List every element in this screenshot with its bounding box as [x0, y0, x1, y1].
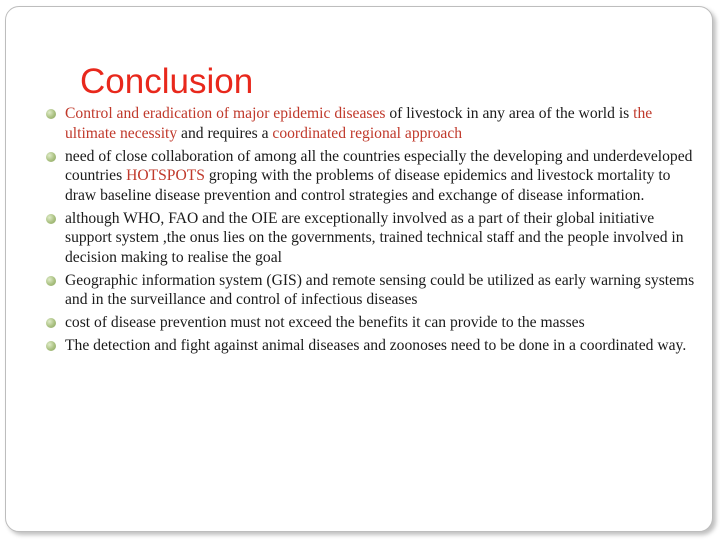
bullet-text: Geographic information system (GIS) and remote sensing could be utilized as early warning systems and in the surveillance and control of infectious diseases [65, 271, 695, 308]
bullet-item [44, 209, 696, 268]
bullet-text: need of close collaboration of among all the countries especially the developing and underdeveloped countries [65, 147, 693, 184]
bullet-dot-icon [46, 276, 56, 286]
bullet-dot-icon [46, 214, 56, 224]
bullet-item [44, 313, 696, 333]
highlight-text: the ultimate necessity [65, 105, 653, 142]
bullet-text: The detection and fight against animal diseases and zoonoses need to be done in a coordinated way. [65, 337, 687, 354]
highlight-text: Control and eradication of major epidemic diseases [65, 105, 386, 122]
highlight-text: HOTSPOTS [126, 167, 205, 184]
bullet-item [44, 271, 696, 310]
bullet-dot-icon [46, 318, 56, 328]
bullet-item [44, 104, 696, 143]
bullet-text: although WHO, FAO and the OIE are exceptionally involved as a part of their global initiative support system ,the onus lies on the governments, trained technical staff and the people involved in decision making to realise the goal [65, 209, 684, 266]
bullet-text: cost of disease prevention must not exceed the benefits it can provide to the masses [65, 314, 585, 331]
highlight-text: coordinated regional approach [272, 124, 463, 142]
bullet-dot-icon [46, 109, 56, 119]
slide-title: Conclusion [80, 62, 254, 101]
bullet-dot-icon [46, 341, 56, 351]
bullet-dot-icon [46, 152, 56, 162]
bullet-text: groping with the problems of disease epidemics and livestock mortality to draw baseline disease prevention and control strategies and exchange of disease information. [65, 167, 671, 204]
bullet-text: and requires a [177, 124, 273, 142]
bullet-list [44, 104, 696, 359]
bullet-item [44, 147, 696, 206]
bullet-text: of livestock in any area of the world is [385, 105, 634, 122]
bullet-item [44, 336, 696, 356]
